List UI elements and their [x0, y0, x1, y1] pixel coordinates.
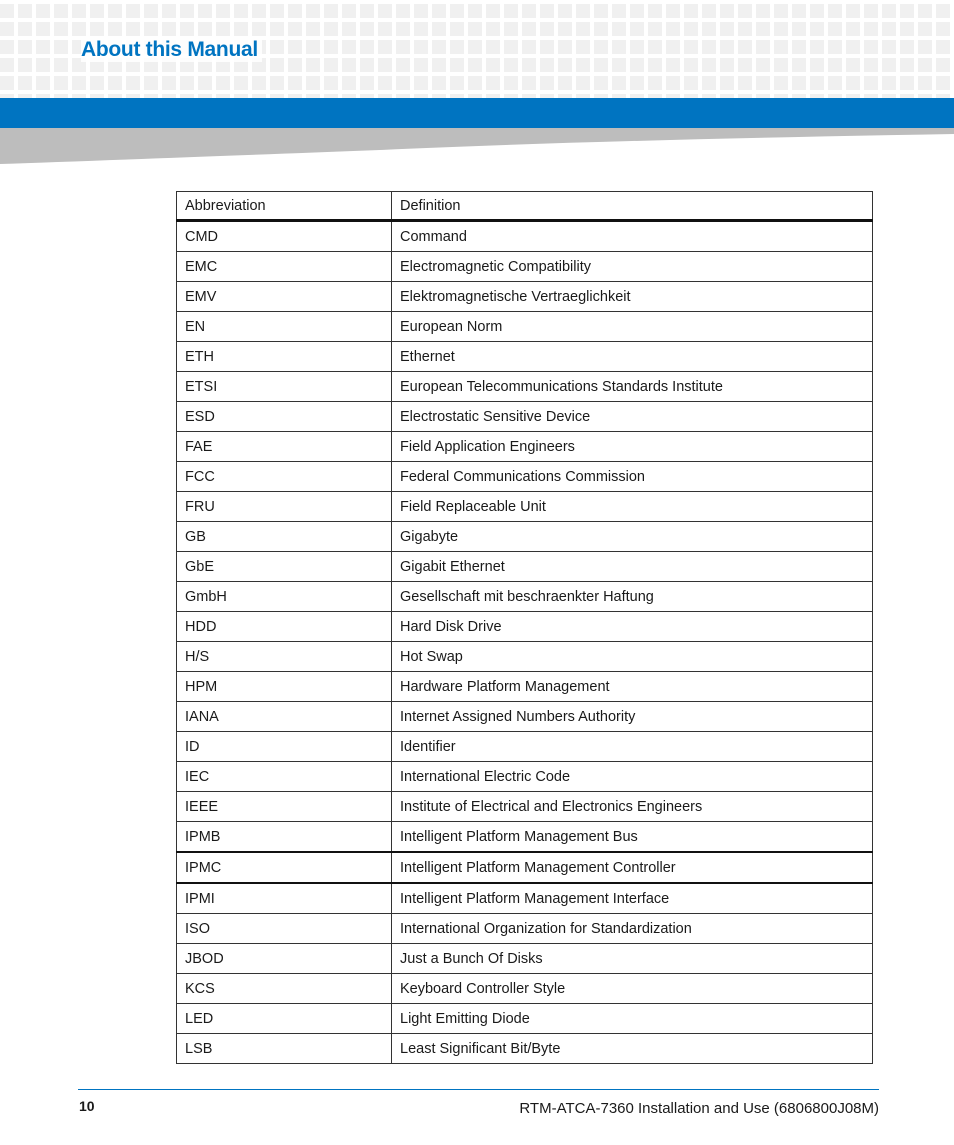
document-title: RTM-ATCA-7360 Installation and Use (6806800J08M): [519, 1100, 879, 1117]
definition-cell: Ethernet: [392, 342, 873, 372]
abbreviation-cell: GmbH: [177, 582, 392, 612]
abbreviation-cell: LSB: [177, 1034, 392, 1064]
abbreviation-cell: IPMB: [177, 822, 392, 853]
abbreviation-cell: ID: [177, 732, 392, 762]
abbreviation-cell: EMC: [177, 252, 392, 282]
table-row: [177, 522, 873, 552]
table-row: [177, 462, 873, 492]
abbreviation-cell: EMV: [177, 282, 392, 312]
table-row: [177, 762, 873, 792]
definition-cell: Gesellschaft mit beschraenkter Haftung: [392, 582, 873, 612]
definition-cell: Light Emitting Diode: [392, 1004, 873, 1034]
abbreviation-cell: ETH: [177, 342, 392, 372]
table-row: [177, 372, 873, 402]
header-gray-swoosh: [0, 128, 954, 164]
table-row: [177, 552, 873, 582]
abbreviation-cell: FAE: [177, 432, 392, 462]
abbreviation-cell: JBOD: [177, 944, 392, 974]
page-number: 10: [79, 1098, 95, 1114]
definition-cell: Federal Communications Commission: [392, 462, 873, 492]
abbreviation-cell: IANA: [177, 702, 392, 732]
abbreviation-cell: ISO: [177, 914, 392, 944]
table-row: [177, 702, 873, 732]
abbreviation-cell: IPMC: [177, 852, 392, 883]
table-row: [177, 792, 873, 822]
definition-cell: Just a Bunch Of Disks: [392, 944, 873, 974]
abbreviation-cell: HDD: [177, 612, 392, 642]
header-blue-band: [0, 98, 954, 128]
table-row: [177, 1034, 873, 1064]
table-row: [177, 282, 873, 312]
definition-cell: Hard Disk Drive: [392, 612, 873, 642]
definition-cell: Intelligent Platform Management Bus: [392, 822, 873, 853]
table-row: [177, 944, 873, 974]
definition-cell: Gigabyte: [392, 522, 873, 552]
definition-cell: Electromagnetic Compatibility: [392, 252, 873, 282]
table-row: [177, 432, 873, 462]
table-row: [177, 492, 873, 522]
definition-cell: Identifier: [392, 732, 873, 762]
definition-cell: European Telecommunications Standards Institute: [392, 372, 873, 402]
footer-rule: [78, 1089, 879, 1090]
table-row: [177, 1004, 873, 1034]
abbreviation-cell: IPMI: [177, 883, 392, 914]
table-row: [177, 582, 873, 612]
abbreviation-cell: LED: [177, 1004, 392, 1034]
abbreviation-cell: EN: [177, 312, 392, 342]
abbreviation-cell: GB: [177, 522, 392, 552]
column-header-abbreviation: Abbreviation: [177, 192, 392, 221]
definition-cell: Least Significant Bit/Byte: [392, 1034, 873, 1064]
definition-cell: Field Replaceable Unit: [392, 492, 873, 522]
table-row: [177, 974, 873, 1004]
abbreviation-cell: H/S: [177, 642, 392, 672]
definition-cell: Elektromagnetische Vertraeglichkeit: [392, 282, 873, 312]
column-header-definition: Definition: [392, 192, 873, 221]
table-row: [177, 852, 873, 883]
definition-cell: European Norm: [392, 312, 873, 342]
table-row: [177, 342, 873, 372]
table-row: [177, 312, 873, 342]
definition-cell: Intelligent Platform Management Controller: [392, 852, 873, 883]
definition-cell: Hardware Platform Management: [392, 672, 873, 702]
table-row: [177, 914, 873, 944]
definition-cell: Field Application Engineers: [392, 432, 873, 462]
abbreviation-cell: GbE: [177, 552, 392, 582]
abbreviation-cell: IEEE: [177, 792, 392, 822]
abbreviation-cell: ESD: [177, 402, 392, 432]
definition-cell: Intelligent Platform Management Interface: [392, 883, 873, 914]
table-header-row: [177, 192, 873, 221]
table-row: [177, 612, 873, 642]
table-row: [177, 822, 873, 853]
abbreviation-cell: HPM: [177, 672, 392, 702]
definition-cell: Gigabit Ethernet: [392, 552, 873, 582]
table-row: [177, 221, 873, 252]
abbreviation-cell: FCC: [177, 462, 392, 492]
definition-cell: International Organization for Standardization: [392, 914, 873, 944]
definition-cell: International Electric Code: [392, 762, 873, 792]
table-row: [177, 402, 873, 432]
page-title: About this Manual: [81, 38, 262, 62]
definition-cell: Command: [392, 221, 873, 252]
table-row: [177, 672, 873, 702]
definition-cell: Electrostatic Sensitive Device: [392, 402, 873, 432]
table-row: [177, 642, 873, 672]
definition-cell: Internet Assigned Numbers Authority: [392, 702, 873, 732]
definition-cell: Keyboard Controller Style: [392, 974, 873, 1004]
definition-cell: Hot Swap: [392, 642, 873, 672]
abbreviation-cell: FRU: [177, 492, 392, 522]
abbreviation-cell: ETSI: [177, 372, 392, 402]
table-row: [177, 732, 873, 762]
abbreviations-table: [176, 191, 873, 1064]
definition-cell: Institute of Electrical and Electronics Engineers: [392, 792, 873, 822]
table-body: [177, 221, 873, 1064]
abbreviation-cell: CMD: [177, 221, 392, 252]
abbreviation-cell: KCS: [177, 974, 392, 1004]
table-row: [177, 883, 873, 914]
abbreviation-cell: IEC: [177, 762, 392, 792]
table-row: [177, 252, 873, 282]
